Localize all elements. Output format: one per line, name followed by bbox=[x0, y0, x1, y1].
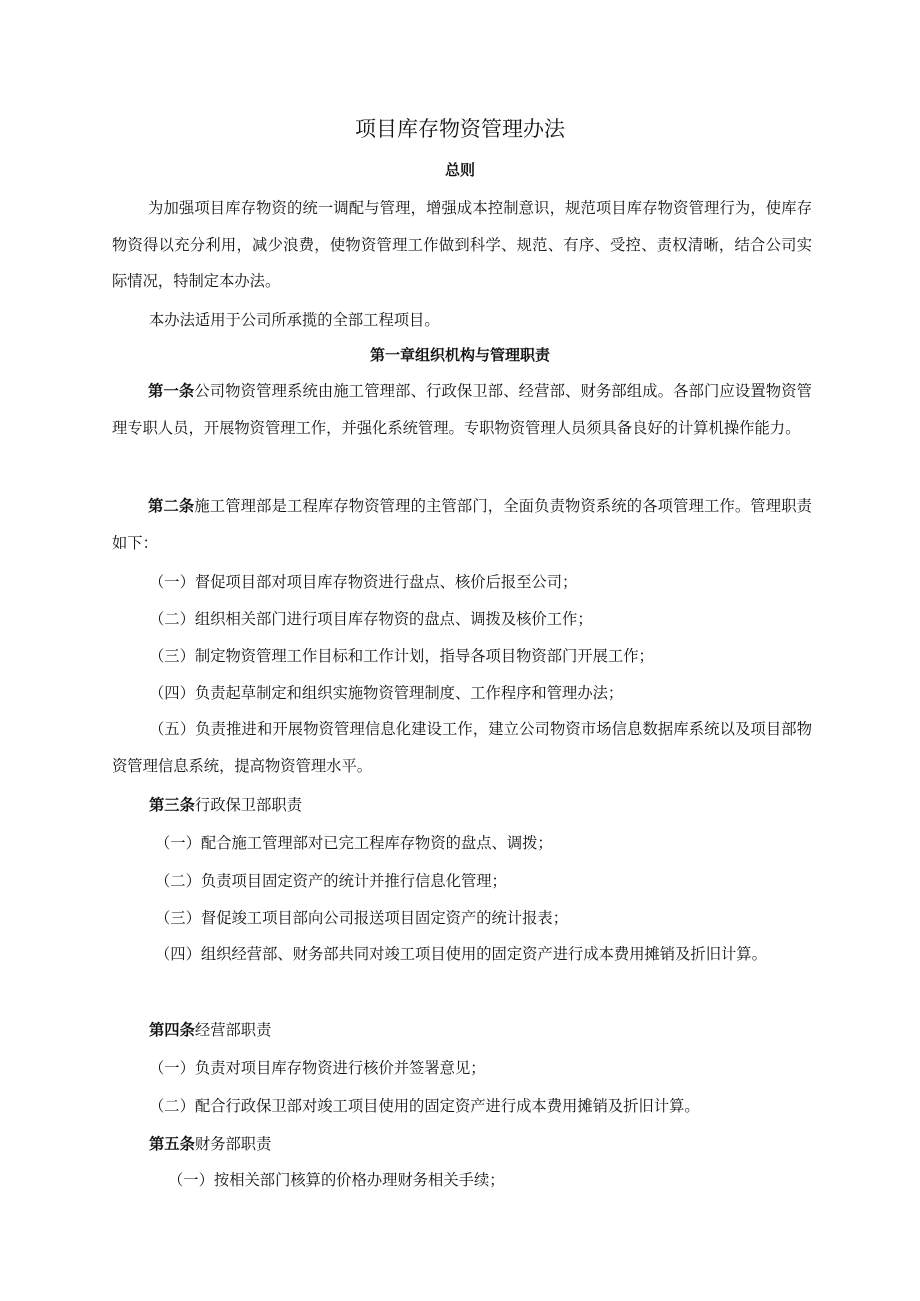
article-5 bbox=[149, 1132, 271, 1156]
general-paragraph-1: 为加强项目库存物资的统一调配与管理，增强成本控制意识，规范项目库存物资管理行为，使库存物资得以充分利用，减少浪费，使物资管理工作做到科学、规范、有序、受控、责权清晰，结合公司实际情况，特制定本办法。 bbox=[112, 199, 812, 290]
article-4-text: 经营部职责 bbox=[194, 1021, 272, 1039]
article-5-text: 财务部职责 bbox=[194, 1135, 272, 1153]
article-2-item-3: （三）制定物资管理工作目标和工作计划，指导各项目物资部门开展工作； bbox=[149, 647, 654, 665]
article-4-label: 第四条 bbox=[149, 1021, 195, 1039]
article-1 bbox=[112, 373, 812, 446]
article-3-item-3: （三）督促竣工项目部向公司报送项目固定资产的统计报表； bbox=[155, 909, 569, 927]
article-3 bbox=[149, 793, 302, 817]
article-3-item-2: （二）负责项目固定资产的统计并推行信息化管理； bbox=[155, 872, 507, 890]
article-3-label: 第三条 bbox=[149, 796, 195, 814]
article-2-text: 施工管理部是工程库存物资管理的主管部门，全面负责物资系统的各项管理工作。管理职责如下： bbox=[112, 497, 812, 552]
article-2 bbox=[112, 488, 812, 561]
article-1-label: 第一条 bbox=[148, 382, 195, 400]
article-3-item-1: （一）配合施工管理部对已完工程库存物资的盘点、调拨； bbox=[155, 834, 553, 852]
article-1-text: 公司物资管理系统由施工管理部、行政保卫部、经营部、财务部组成。各部门应设置物资管理专职人员，开展物资管理工作，并强化系统管理。专职物资管理人员须具备良好的计算机操作能力。 bbox=[112, 382, 812, 437]
article-3-text: 行政保卫部职责 bbox=[194, 796, 302, 814]
article-4-item-2: （二）配合行政保卫部对竣工项目使用的固定资产进行成本费用摊销及折旧计算。 bbox=[149, 1097, 700, 1115]
article-2-item-4: （四）负责起草制定和组织实施物资管理制度、工作程序和管理办法； bbox=[149, 684, 624, 702]
article-5-label: 第五条 bbox=[149, 1135, 195, 1153]
chapter-1-heading: 第一章组织机构与管理职责 bbox=[369, 346, 550, 364]
article-2-item-2: （二）组织相关部门进行项目库存物资的盘点、调拨及核价工作； bbox=[149, 610, 593, 628]
article-2-label: 第二条 bbox=[148, 497, 195, 515]
article-3-item-4: （四）组织经营部、财务部共同对竣工项目使用的固定资产进行成本费用摊销及折旧计算。 bbox=[155, 945, 767, 963]
general-heading: 总则 bbox=[444, 161, 475, 179]
article-4-item-1: （一）负责对项目库存物资进行核价并签署意见； bbox=[149, 1059, 486, 1077]
document-title: 项目库存物资管理办法 bbox=[355, 117, 565, 141]
general-paragraph-2: 本办法适用于公司所承揽的全部工程项目。 bbox=[149, 311, 440, 329]
article-4 bbox=[149, 1018, 271, 1042]
article-5-item-1: （一）按相关部门核算的价格办理财务相关手续； bbox=[168, 1171, 505, 1189]
article-2-item-5: （五）负责推进和开展物资管理信息化建设工作，建立公司物资市场信息数据库系统以及项目部物资管理信息系统，提高物资管理水平。 bbox=[112, 720, 812, 775]
article-2-item-1: （一）督促项目部对项目库存物资进行盘点、核价后报至公司； bbox=[149, 573, 578, 591]
